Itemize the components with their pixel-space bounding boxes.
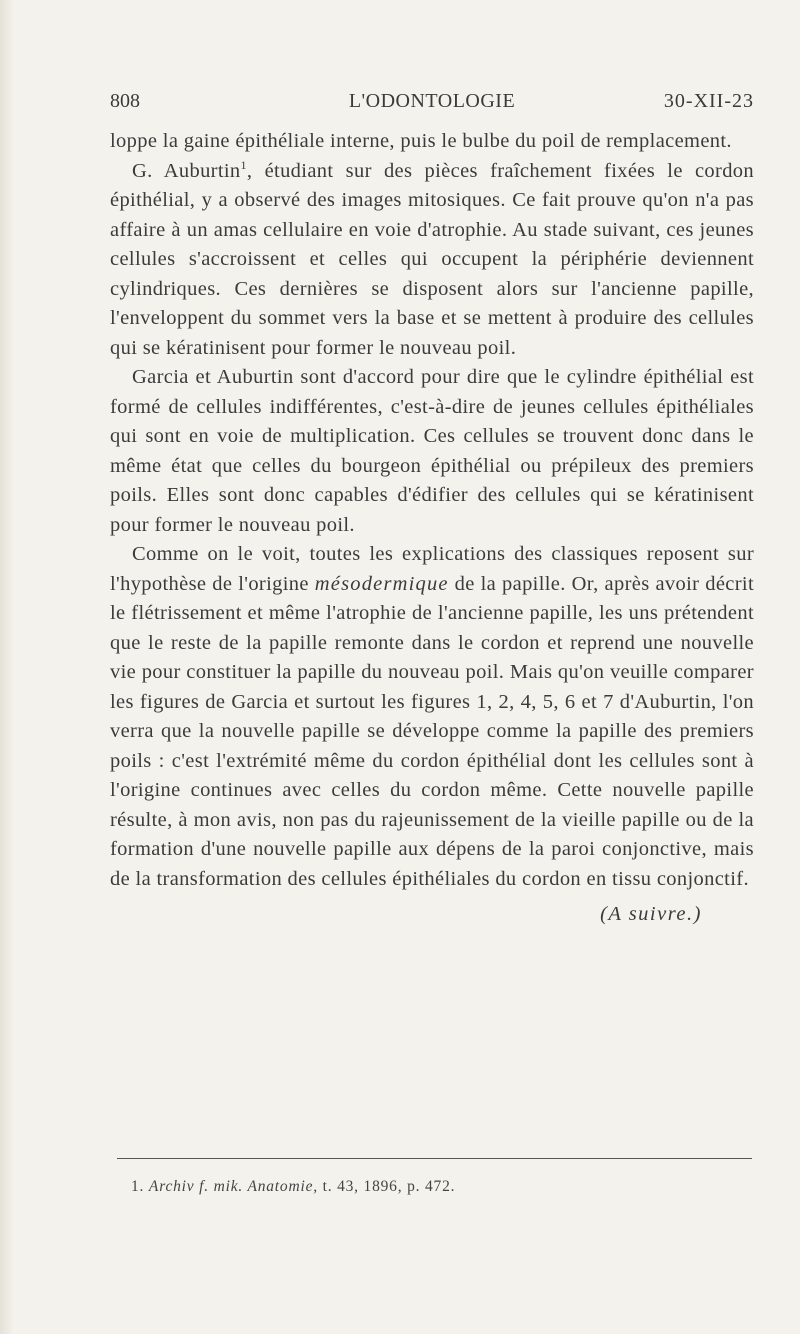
- paragraph-classic-explanations: [110, 540, 754, 894]
- italic-term: mésodermique: [314, 572, 449, 595]
- footnote: [131, 1178, 751, 1196]
- footnote-reference: 1: [240, 157, 247, 172]
- to-be-continued: (A suivre.): [600, 903, 702, 925]
- journal-title: L'ODONTOLOGIE: [348, 90, 516, 112]
- footnote-source: Archiv f. mik. Anatomie,: [148, 1178, 318, 1195]
- paragraph-text: de la papille. Or, après avoir décrit le flétrissement et même l'atrophie de l'ancienne papille, les uns prétendent que le reste de la papille remonte dans le cordon et reprend une nouvelle vie pour constituer la papille du nouveau poil. Mais qu'on veuille comparer les figures de Garcia et surtout les figures 1, 2, 4, 5, 6 et 7 d'Auburtin, l'on verra que la nouvelle papille se développe comme la papille des premiers poils : c'est l'extrémité même du cordon épithélial dont les cellules sont à l'origine continues avec celles du cordon même. Cette nouvelle papille résulte, à mon avis, non pas du rajeunissement de la vieille papille ou de la formation d'une nouvelle papille aux dépens de la paroi conjonctive, mais de la transformation des cellules épithéliales du cordon en tissu conjonctif.: [110, 572, 754, 890]
- paragraph-text: Comme on le voit, toutes les explications des classiques reposent sur l'hypothèse de l'origine: [110, 543, 754, 595]
- page-binding-edge: [0, 0, 14, 1334]
- body-text: [110, 127, 754, 930]
- issue-date: 30-XII-23: [663, 90, 754, 112]
- footnote-details: t. 43, 1896, p. 472.: [322, 1178, 456, 1195]
- paragraph-auburtin: [110, 157, 754, 364]
- running-head: [110, 90, 754, 118]
- page-number: 808: [110, 90, 140, 112]
- paragraph-text: , étudiant sur des pièces fraîchement fixées le cordon épithélial, y a observé des images mitosiques. Ce fait prouve qu'on n'a pas affaire à un amas cellulaire en voie d'atrophie. Au stade suivant, ces jeunes cellules s'accroissent et celles qui occupent la périphérie deviennent cylindriques. Ces dernières se disposent alors sur l'ancienne papille, l'enveloppent du sommet vers la base et se mettent à produire des cellules qui se kératinisent pour former le nouveau poil.: [110, 159, 755, 359]
- paragraph-text: G. Auburtin: [132, 159, 241, 182]
- footnote-number: 1.: [131, 1178, 145, 1195]
- footnote-divider: [117, 1158, 752, 1159]
- paragraph-continuation: loppe la gaine épithéliale interne, puis le bulbe du poil de remplacement.: [110, 130, 732, 152]
- paragraph-garcia-auburtin: Garcia et Auburtin sont d'accord pour dire que le cylindre épithélial est formé de cellules indifférentes, c'est-à-dire de jeunes cellules épithéliales qui sont en voie de multiplication. Ces cellules se trouvent donc dans le même état que celles du bourgeon épithélial ou prépileux des premiers poils. Elles sont donc capables d'édifier des cellules qui se kératinisent pour former le nouveau poil.: [110, 366, 754, 536]
